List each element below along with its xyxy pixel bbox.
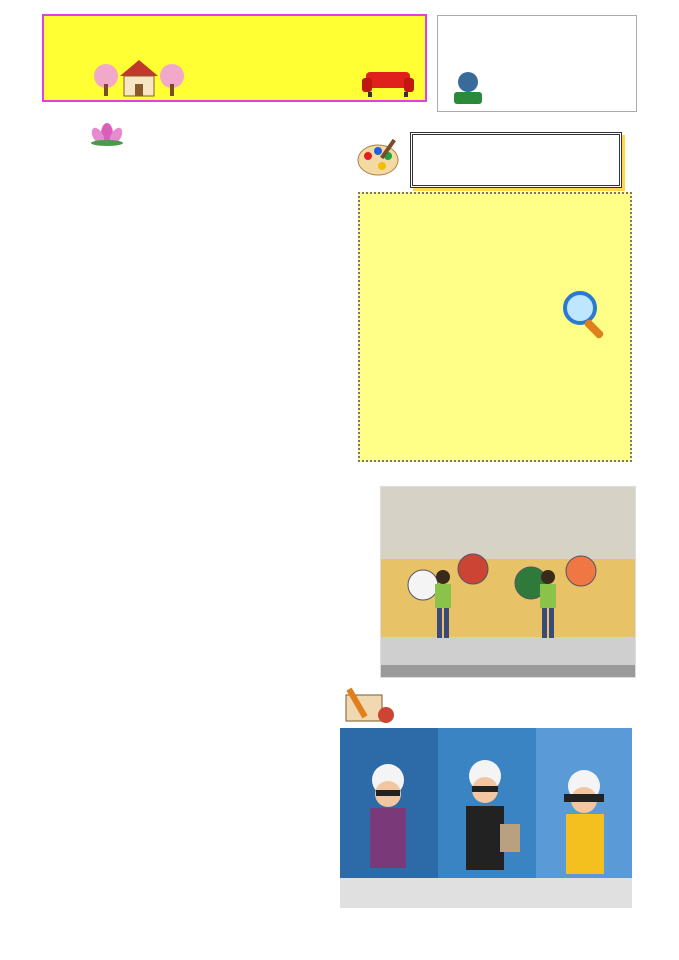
magnifier-icon <box>558 288 614 340</box>
sofa-icon <box>362 66 414 98</box>
events-title <box>410 132 622 188</box>
lotus-icon <box>88 116 126 146</box>
flower-border-left <box>0 0 30 960</box>
house-icon <box>94 58 184 98</box>
flower-border-right <box>649 0 679 960</box>
drama-photo <box>380 486 636 678</box>
palette-icon <box>356 138 402 178</box>
aging-experience-photo <box>340 728 632 908</box>
flower-border-bottom <box>0 930 679 960</box>
pencil-ruler-icon <box>340 685 400 727</box>
publication-info <box>437 15 637 112</box>
reader-icon <box>448 68 488 108</box>
masthead-banner <box>42 14 427 102</box>
